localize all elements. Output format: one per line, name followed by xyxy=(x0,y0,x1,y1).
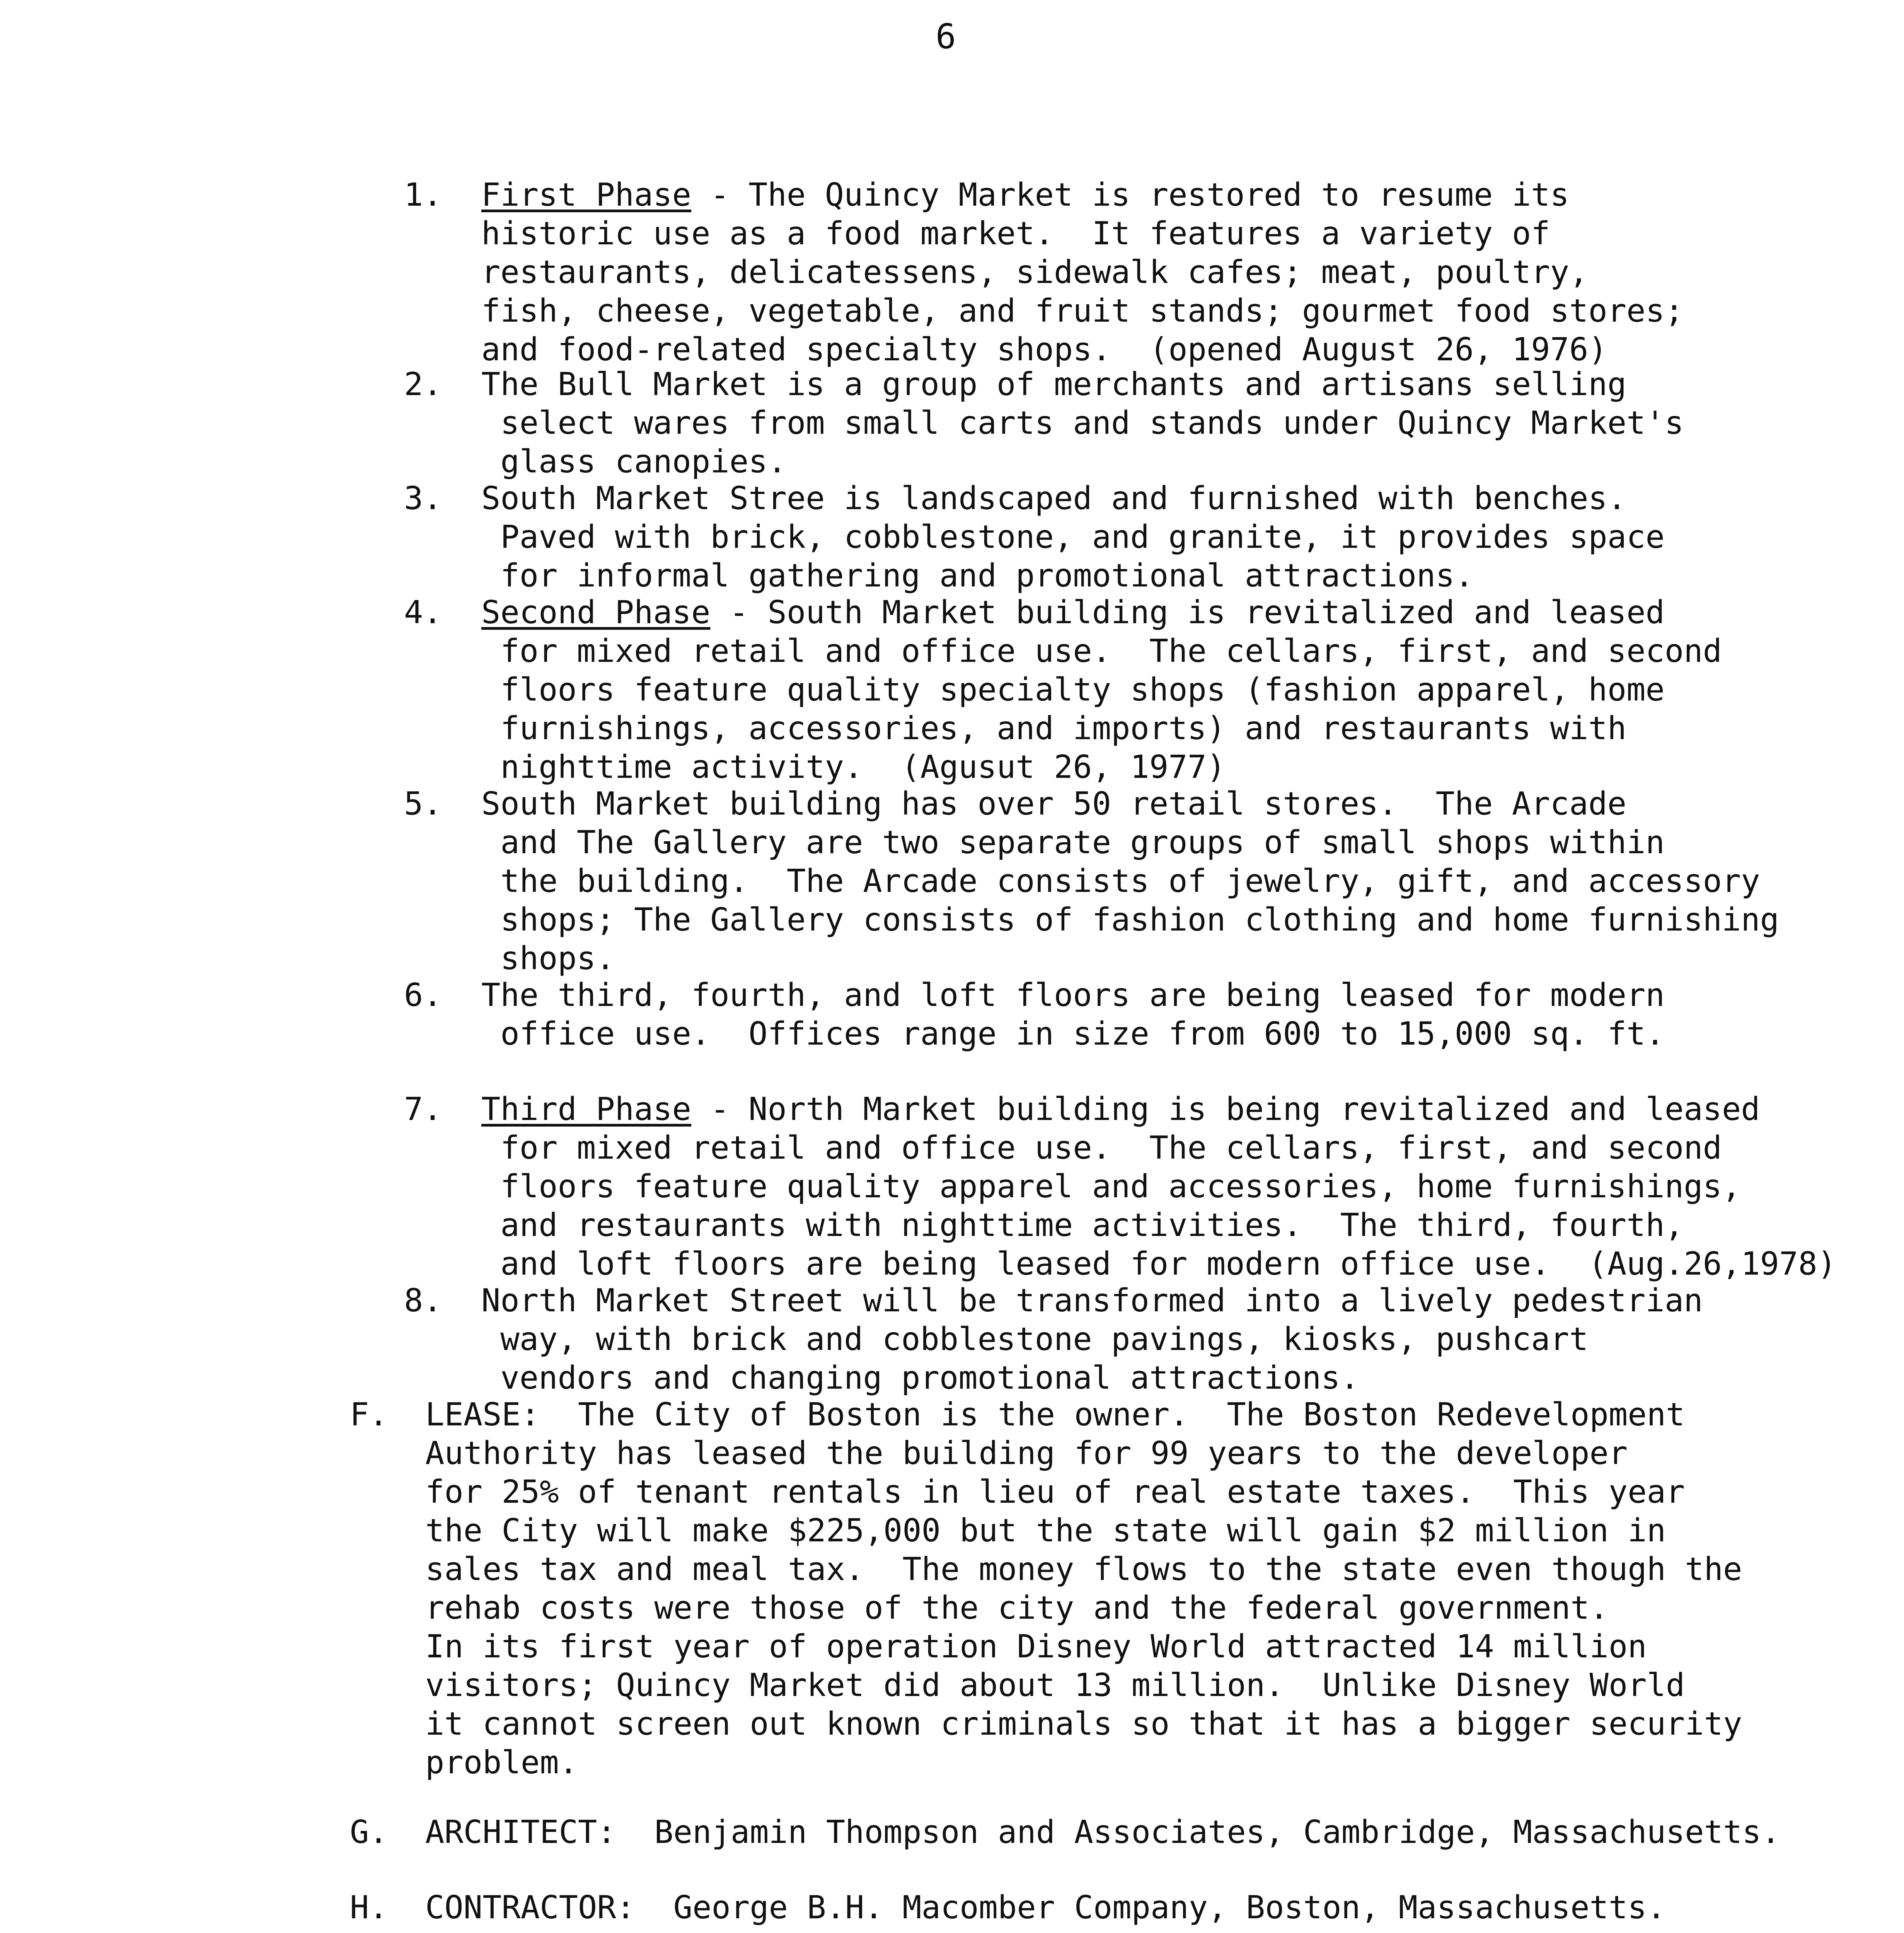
phase-heading: Second Phase xyxy=(481,594,711,631)
line-text: - The Quincy Market is restored to resume its xyxy=(691,177,1569,213)
list-item xyxy=(481,365,1684,481)
list-item-line xyxy=(481,557,1665,595)
line-text: - North Market building is being revitalized and leased xyxy=(691,1091,1760,1128)
list-item xyxy=(481,479,1665,595)
section-line: ARCHITECT: Benjamin Thompson and Associates, Cambridge, Massachusetts. xyxy=(425,1814,1781,1851)
line-text: historic use as a food market. It features a variety of xyxy=(481,215,1550,252)
list-item-line xyxy=(481,215,1684,253)
list-item-line xyxy=(481,1015,1665,1053)
list-item-line xyxy=(481,479,1665,518)
section-line: rehab costs were those of the city and the federal government. xyxy=(425,1590,1609,1626)
list-item-number: 5. xyxy=(404,786,442,822)
list-item-number: 2. xyxy=(404,366,442,403)
section-line: problem. xyxy=(425,1744,578,1781)
line-text: Paved with brick, cobblestone, and granite, it provides space xyxy=(481,519,1665,556)
line-text: North Market Street will be transformed into a lively pedestrian xyxy=(481,1282,1703,1319)
list-item-number: 8. xyxy=(404,1282,442,1319)
list-item xyxy=(481,785,1779,978)
section-line: the City will make $225,000 but the state will gain $2 million in xyxy=(425,1512,1666,1549)
line-text: for informal gathering and promotional attractions. xyxy=(481,557,1474,594)
line-text: nighttime activity. (Agusut 26, 1977) xyxy=(481,749,1226,786)
list-item-line xyxy=(481,365,1684,404)
list-item-line xyxy=(481,1168,1836,1206)
line-text: South Market Stree is landscaped and furnished with benches. xyxy=(481,480,1627,517)
list-item-line xyxy=(481,1129,1836,1168)
line-text: floors feature quality specialty shops (fashion apparel, home xyxy=(481,672,1665,708)
list-item xyxy=(481,1282,1703,1398)
list-item-line xyxy=(481,862,1779,901)
section-line: LEASE: The City of Boston is the owner. The Boston Redevelopment xyxy=(425,1396,1685,1433)
list-item-line xyxy=(481,1359,1703,1398)
section-line: Authority has leased the building for 99 years to the developer xyxy=(425,1435,1628,1472)
list-item xyxy=(481,976,1665,1053)
list-item-line xyxy=(481,632,1722,671)
section-letter: G. xyxy=(350,1814,388,1851)
line-text: for mixed retail and office use. The cellars, first, and second xyxy=(481,633,1722,670)
list-item-line xyxy=(481,1282,1703,1320)
line-text: glass canopies. xyxy=(481,443,787,480)
list-item xyxy=(481,593,1722,787)
list-item-number: 7. xyxy=(404,1091,442,1128)
section-line: CONTRACTOR: George B.H. Macomber Company, Boston, Massachusetts. xyxy=(425,1889,1666,1926)
list-item-line xyxy=(481,253,1684,292)
list-item-line xyxy=(481,331,1684,369)
list-item-line xyxy=(481,671,1722,709)
line-text: shops; The Gallery consists of fashion clothing and home furnishing xyxy=(481,902,1780,938)
line-text: for mixed retail and office use. The cellars, first, and second xyxy=(481,1130,1722,1166)
line-text: - South Market building is revitalized and leased xyxy=(710,594,1665,631)
section-letter: H. xyxy=(350,1889,388,1926)
line-text: fish, cheese, vegetable, and fruit stands; gourmet food stores; xyxy=(481,293,1684,329)
line-text: and The Gallery are two separate groups of small shops within xyxy=(481,824,1665,861)
list-item-line xyxy=(481,1245,1836,1284)
list-item-line xyxy=(481,901,1779,939)
list-item-line xyxy=(481,443,1684,481)
list-item-line xyxy=(481,785,1779,823)
section-body xyxy=(425,1813,1780,1852)
list-item-line xyxy=(481,823,1779,862)
list-item-line xyxy=(481,709,1722,748)
list-item-line xyxy=(481,176,1684,215)
line-text: way, with brick and cobblestone pavings, kiosks, pushcart xyxy=(481,1321,1589,1358)
list-item-line xyxy=(481,1090,1836,1129)
line-text: The Bull Market is a group of merchants and artisans selling xyxy=(481,366,1627,403)
list-item-line xyxy=(481,748,1722,787)
list-item-number: 4. xyxy=(404,594,442,631)
section-line: In its first year of operation Disney World attracted 14 million xyxy=(425,1628,1647,1665)
section-line: visitors; Quincy Market did about 13 million. Unlike Disney World xyxy=(425,1667,1685,1704)
section-line: it cannot screen out known criminals so that it has a bigger security xyxy=(425,1706,1742,1742)
line-text: floors feature quality apparel and accessories, home furnishings, xyxy=(481,1168,1741,1205)
page-number: 6 xyxy=(936,17,956,56)
list-item xyxy=(481,176,1684,369)
list-item-line xyxy=(481,404,1684,443)
line-text: and food-related specialty shops. (opened August 26, 1976) xyxy=(481,331,1607,368)
line-text: office use. Offices range in size from 600 to 15,000 sq. ft. xyxy=(481,1016,1665,1052)
list-item-line xyxy=(481,593,1722,632)
line-text: shops. xyxy=(481,940,615,977)
phase-heading: Third Phase xyxy=(481,1091,692,1128)
line-text: select wares from small carts and stands under Quincy Market's xyxy=(481,405,1684,441)
section-body xyxy=(425,1889,1666,1927)
phase-heading: First Phase xyxy=(481,177,692,213)
section-letter: F. xyxy=(350,1396,388,1433)
list-item-number: 1. xyxy=(404,177,442,213)
line-text: the building. The Arcade consists of jewelry, gift, and accessory xyxy=(481,863,1760,900)
section-line: for 25% of tenant rentals in lieu of real estate taxes. This year xyxy=(425,1474,1685,1510)
list-item-line xyxy=(481,1206,1836,1245)
list-item-line xyxy=(481,292,1684,331)
line-text: and loft floors are being leased for modern office use. (Aug.26,1978) xyxy=(481,1246,1837,1282)
line-text: vendors and changing promotional attractions. xyxy=(481,1360,1359,1396)
section-line: sales tax and meal tax. The money flows to the state even though the xyxy=(425,1551,1742,1588)
list-item-line xyxy=(481,939,1779,978)
section-body xyxy=(425,1396,1742,1782)
line-text: furnishings, accessories, and imports) and restaurants with xyxy=(481,710,1627,747)
line-text: South Market building has over 50 retail stores. The Arcade xyxy=(481,786,1627,822)
line-text: and restaurants with nighttime activities. The third, fourth, xyxy=(481,1207,1684,1244)
list-item-line xyxy=(481,1320,1703,1359)
list-item xyxy=(481,1090,1836,1284)
list-item-line xyxy=(481,518,1665,557)
line-text: The third, fourth, and loft floors are being leased for modern xyxy=(481,977,1665,1014)
list-item-number: 3. xyxy=(404,480,442,517)
line-text: restaurants, delicatessens, sidewalk cafes; meat, poultry, xyxy=(481,254,1589,291)
list-item-line xyxy=(481,976,1665,1015)
list-item-number: 6. xyxy=(404,977,442,1014)
